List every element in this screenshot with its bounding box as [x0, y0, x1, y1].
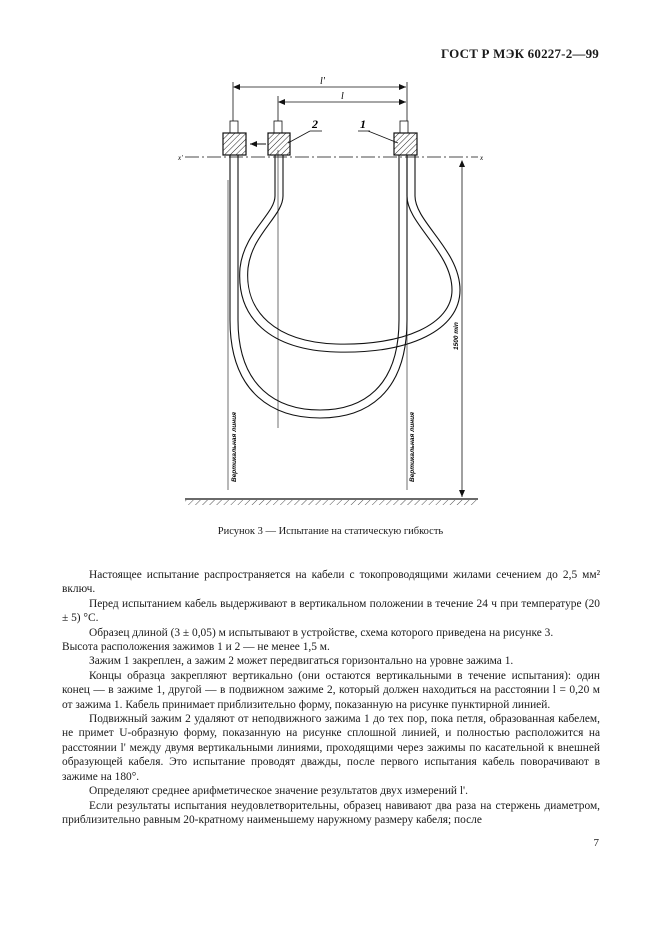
dim-l-label: l: [341, 91, 344, 102]
vertical-line-label-right: Вертикальная линия: [409, 412, 416, 482]
paragraph: Зажим 1 закреплен, а зажим 2 может передвигаться горизонтально на уровне зажима 1.: [89, 655, 514, 668]
body-text: [62, 568, 600, 827]
page-number: 7: [593, 837, 599, 849]
level-label-left: x': [178, 154, 183, 162]
fixed-clamp-1: [394, 121, 417, 155]
paragraph: Высота расположения зажимов 1 и 2 — не менее 1,5 м.: [62, 641, 330, 654]
clamp-2-label: 2: [312, 117, 318, 131]
cable-u-shape: [230, 155, 407, 418]
ground: [185, 499, 478, 505]
paragraph: Настоящее испытание распространяется на кабели с токопроводящими жилами сечением до 2,5 мм² включ.: [62, 569, 600, 596]
height-dim-label: 1500 min: [453, 322, 460, 350]
paragraph: Образец длиной (3 ± 0,05) м испытывают в устройстве, схема которого приведена на рисунке 3.: [89, 626, 554, 639]
clamp-1-label: 1: [360, 117, 366, 131]
cable-loop-shape: [240, 155, 460, 352]
dimension-l: [278, 91, 406, 126]
movable-clamp-2: [268, 121, 290, 155]
dim-l-prime-label: l': [320, 76, 325, 87]
document-header: ГОСТ Р МЭК 60227-2—99: [440, 46, 599, 61]
paragraph: Подвижный зажим 2 удаляют от неподвижного зажима 1 до тех пор, пока петля, образованная кабелем, не примет U-образную форму, показанную на рисунке сплошной линией, и полностью расположится на расстоянии l' между двумя вертикальными линиями, проходящими через зажимы по касательной к внешней образующей кабеля. Это испытание проводят дважды, после первого испытания кабель поворачивают в зажиме на 180°.: [62, 713, 600, 783]
level-label-right: x: [480, 154, 484, 162]
paragraph: Перед испытанием кабель выдерживают в вертикальном положении в течение 24 ч при температуре (20 ± 5) °C.: [62, 597, 600, 625]
vertical-line-label-left: Вертикальная линия: [231, 412, 238, 482]
clamp-2-final-position: [223, 121, 246, 155]
paragraph: Если результаты испытания неудовлетворительны, образец навивают два раза на стержень диаметром, приблизительно равным 20-кратному наименьшему наружному размеру кабеля; после: [62, 799, 600, 826]
paragraph: Концы образца закрепляют вертикально (они остаются вертикальными в течение испытания): один конец — в зажиме 1, другой — в подвижном зажиме 2, который должен находиться на расстоянии l = 0,20 м от зажима 1. Кабель принимает приблизительно форму, показанную на рисунке пунктирной линией.: [62, 669, 600, 711]
dimension-l-prime: [233, 76, 407, 126]
paragraph: Определяют среднее арифметическое значение результатов двух измерений l'.: [89, 785, 468, 798]
height-dimension: [453, 161, 462, 497]
figure-caption: Рисунок 3 — Испытание на статическую гибкость: [217, 526, 444, 537]
